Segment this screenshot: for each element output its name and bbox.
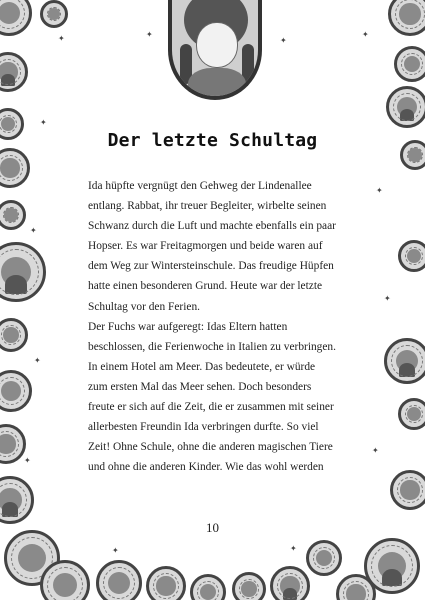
animal-medallion-illustration (146, 566, 186, 600)
chapter-title: Der letzte Schultag (107, 130, 318, 151)
animal-medallion-illustration (40, 560, 90, 600)
text-line: zum ersten Mal das Meer sehen. Doch besonders (88, 380, 312, 393)
star-icon: ✦ (290, 544, 297, 553)
star-icon: ✦ (146, 30, 153, 39)
text-line: Schwanz durch die Luft und machte ebenfalls ein paar (88, 220, 336, 233)
animal-medallion-illustration (0, 200, 26, 230)
animal-medallion-illustration (306, 540, 342, 576)
star-icon: ✦ (112, 546, 119, 555)
animal-medallion-illustration (384, 338, 425, 384)
text-line: hatte einen besonderen Grund. Heute war der letzte (88, 280, 323, 293)
text-line: Hopser. Es war Freitagmorgen und beide waren auf (88, 240, 323, 253)
text-line: freute er sich auf die Zeit, die er zusammen mit seiner (88, 401, 334, 414)
star-icon: ✦ (362, 30, 369, 39)
text-line: Zeit! Ohne Schule, ohne die anderen magischen Tiere (88, 441, 333, 454)
animal-medallion-illustration (0, 148, 30, 188)
animal-medallion-illustration (0, 0, 32, 36)
text-line: Schultag vor den Ferien. (88, 300, 200, 313)
animal-medallion-illustration (190, 574, 226, 600)
animal-medallion-illustration (0, 318, 28, 352)
star-icon: ✦ (24, 456, 31, 465)
girl-portrait-illustration (168, 0, 262, 100)
text-line: dem Weg zur Wintersteinschule. Das freudige Hüpfen (88, 260, 334, 273)
portrait-medallion-illustration (0, 242, 46, 302)
animal-medallion-illustration (0, 424, 26, 464)
star-icon: ✦ (40, 118, 47, 127)
animal-medallion-illustration (390, 470, 425, 510)
text-line: beschlossen, die Ferienwoche in Italien zu verbringen. (88, 340, 336, 353)
animal-medallion-illustration (0, 476, 34, 524)
animal-medallion-illustration (398, 240, 425, 272)
star-icon: ✦ (280, 36, 287, 45)
text-line: Der Fuchs war aufgeregt: Idas Eltern hatten (88, 320, 288, 333)
text-line: allerbesten Freundin Ida verbringen durfte. So viel (88, 421, 319, 434)
text-line: und ohne die anderen Kinder. Wie das wohl werden (88, 461, 324, 474)
animal-medallion-illustration (232, 572, 266, 600)
star-icon: ✦ (34, 356, 41, 365)
animal-medallion-illustration (0, 370, 32, 412)
page-number: 10 (206, 520, 219, 535)
text-line: entlang. Rabbat, ihr treuer Begleiter, wirbelte seinen (88, 200, 327, 213)
face-shape (196, 22, 238, 68)
animal-medallion-illustration (40, 0, 68, 28)
animal-medallion-illustration (388, 0, 425, 36)
text-line: Ida hüpfte vergnügt den Gehweg der Lindenallee (88, 180, 312, 192)
star-icon: ✦ (372, 446, 379, 455)
star-icon: ✦ (30, 226, 37, 235)
text-line: In einem Hotel am Meer. Das bedeutete, er würde (88, 360, 316, 373)
star-icon: ✦ (384, 294, 391, 303)
star-icon: ✦ (376, 186, 383, 195)
animal-medallion-illustration (96, 560, 142, 600)
animal-medallion-illustration (398, 398, 425, 430)
animal-medallion-illustration (270, 566, 310, 600)
animal-medallion-illustration (0, 52, 28, 92)
animal-medallion-illustration (386, 86, 425, 128)
body-text (88, 176, 356, 477)
star-icon: ✦ (58, 34, 65, 43)
animal-medallion-illustration (394, 46, 425, 82)
body-shape (188, 68, 246, 100)
